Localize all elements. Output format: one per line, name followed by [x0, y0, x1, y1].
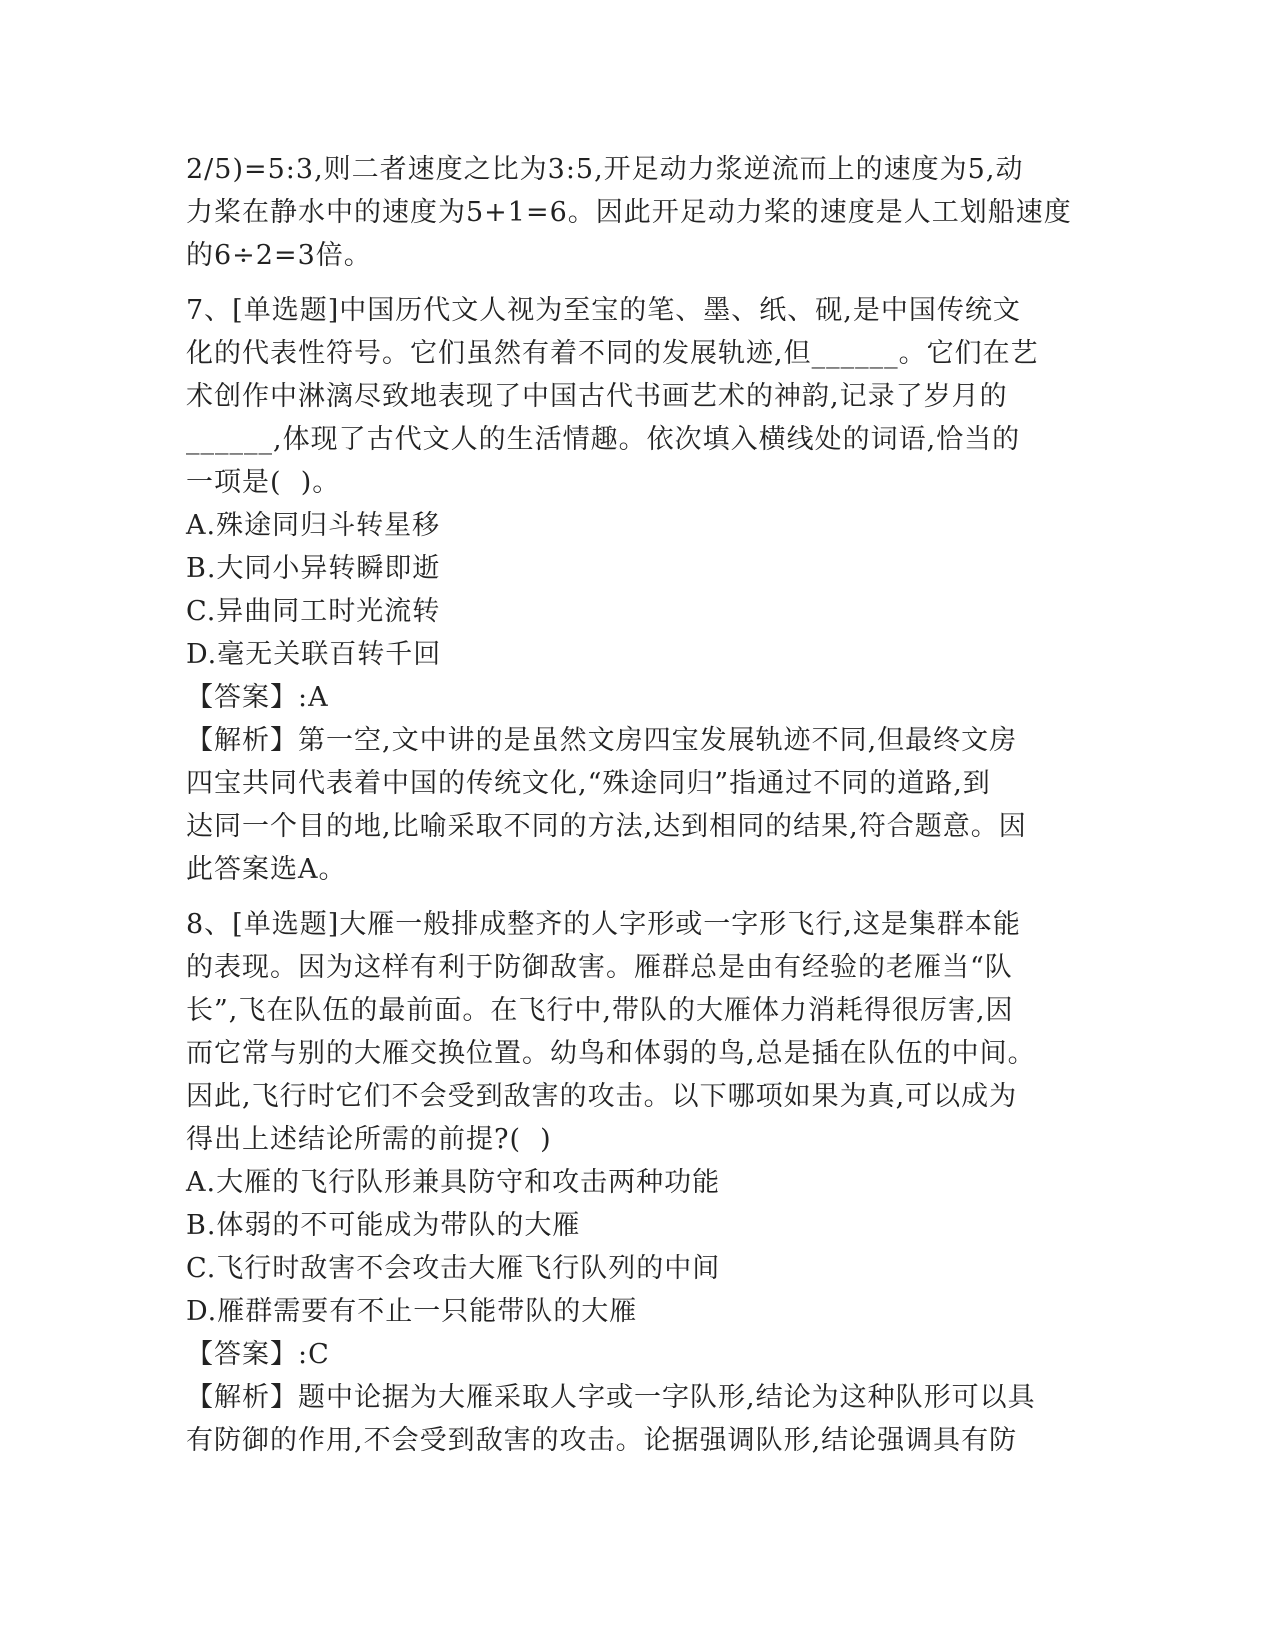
text-line: 四宝共同代表着中国的传统文化,“殊途同归”指通过不同的道路,到: [186, 768, 991, 799]
option-list: [186, 1161, 1086, 1333]
paragraph-gap: [186, 277, 1086, 289]
analysis: [186, 719, 1086, 891]
text-line: 的表现。因为这样有利于防御敌害。雁群总是由有经验的老雁当“队: [186, 952, 1013, 983]
option-c: C.异曲同工时光流转: [186, 596, 441, 627]
question-7: [186, 289, 1086, 891]
option-a: A.殊途同归斗转星移: [186, 510, 441, 541]
answer-line: 【答案】:C: [186, 1339, 330, 1370]
question-8: [186, 903, 1086, 1462]
analysis: [186, 1376, 1086, 1462]
option-d: D.毫无关联百转千回: [186, 639, 442, 670]
text-line: 8、[单选题]大雁一般排成整齐的人字形或一字形飞行,这是集群本能: [186, 909, 1021, 940]
text-line: 的6÷2=3倍。: [186, 240, 372, 271]
text-line: 化的代表性符号。它们虽然有着不同的发展轨迹,但______。它们在艺: [186, 338, 1039, 369]
text-line: 【解析】第一空,文中讲的是虽然文房四宝发展轨迹不同,但最终文房: [186, 725, 1018, 756]
text-line: 2/5)=5:3,则二者速度之比为3:5,开足动力浆逆流而上的速度为5,动: [186, 154, 1024, 185]
option-c: C.飞行时敌害不会攻击大雁飞行队列的中间: [186, 1253, 721, 1284]
option-b: B.体弱的不可能成为带队的大雁: [186, 1210, 581, 1241]
question-stem: [186, 903, 1086, 1161]
text-line: 【解析】题中论据为大雁采取人字或一字队形,结论为这种队形可以具: [186, 1382, 1036, 1413]
text-line: 力桨在静水中的速度为5+1=6。因此开足动力桨的速度是人工划船速度: [186, 197, 1072, 228]
text-line: 7、[单选题]中国历代文人视为至宝的笔、墨、纸、砚,是中国传统文: [186, 295, 1021, 326]
text-line: 此答案选A。: [186, 854, 347, 885]
text-line: 达同一个目的地,比喻采取不同的方法,达到相同的结果,符合题意。因: [186, 811, 1027, 842]
previous-explanation: [186, 148, 1086, 277]
answer-line: 【答案】:A: [186, 682, 329, 713]
text-line: 因此,飞行时它们不会受到敌害的攻击。以下哪项如果为真,可以成为: [186, 1081, 1018, 1112]
option-d: D.雁群需要有不止一只能带队的大雁: [186, 1296, 638, 1327]
document-page: [186, 148, 1086, 1462]
text-line: ______,体现了古代文人的生活情趣。依次填入横线处的词语,恰当的: [186, 424, 1021, 455]
text-line: 术创作中淋漓尽致地表现了中国古代书画艺术的神韵,记录了岁月的: [186, 381, 1008, 412]
text-line: 得出上述结论所需的前提?( ): [186, 1124, 552, 1155]
option-list: [186, 504, 1086, 676]
text-line: 而它常与别的大雁交换位置。幼鸟和体弱的鸟,总是插在队伍的中间。: [186, 1038, 1036, 1069]
text-line: 长”,飞在队伍的最前面。在飞行中,带队的大雁体力消耗得很厉害,因: [186, 995, 1014, 1026]
paragraph-gap: [186, 891, 1086, 903]
text-line: 有防御的作用,不会受到敌害的攻击。论据强调队形,结论强调具有防: [186, 1425, 1018, 1456]
question-stem: [186, 289, 1086, 504]
option-b: B.大同小异转瞬即逝: [186, 553, 441, 584]
text-line: 一项是( )。: [186, 467, 341, 498]
option-a: A.大雁的飞行队形兼具防守和攻击两种功能: [186, 1167, 721, 1198]
